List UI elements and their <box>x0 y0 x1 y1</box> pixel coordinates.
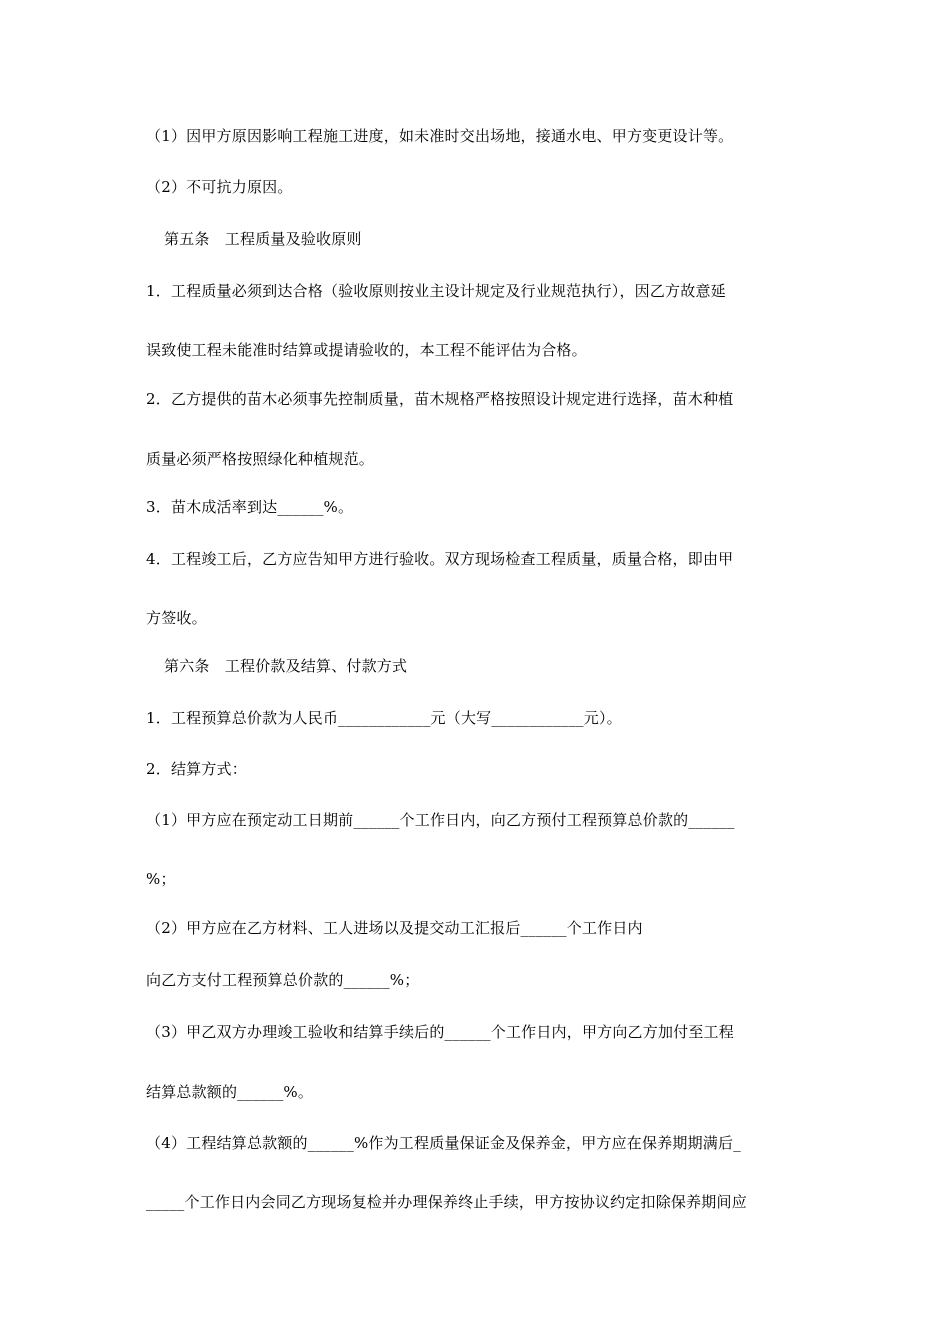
article-5-heading: 第五条 工程质量及验收原则 <box>164 230 362 248</box>
settlement-item-3-line-2: 结算总款额的______%。 <box>146 1083 314 1101</box>
settlement-item-4-line-1: （4）工程结算总款额的______%作为工程质量保证金及保养金，甲方应在保养期期满后_ <box>146 1134 741 1152</box>
settlement-item-2-line-1: （2）甲方应在乙方材料、工人进场以及提交动工汇报后______个工作日内 <box>146 919 643 937</box>
article-5-item-4-line-2: 方签收。 <box>146 609 207 627</box>
clause-4-item-1: （1）因甲方原因影响工程施工进度，如未准时交出场地，接通水电、甲方变更设计等。 <box>146 127 734 145</box>
article-5-item-3: 3．苗木成活率到达______%。 <box>146 498 354 516</box>
article-5-item-1-line-2: 误致使工程未能准时结算或提请验收的，本工程不能评估为合格。 <box>146 341 587 359</box>
clause-4-item-2: （2）不可抗力原因。 <box>146 178 293 196</box>
article-5-item-4-line-1: 4．工程竣工后，乙方应告知甲方进行验收。双方现场检查工程质量，质量合格，即由甲 <box>146 550 734 568</box>
settlement-item-4-line-2: _____个工作日内会同乙方现场复检并办理保养终止手续，甲方按协议约定扣除保养期间应 <box>146 1193 747 1211</box>
settlement-item-2-line-2: 向乙方支付工程预算总价款的______%； <box>146 971 420 989</box>
article-5-item-2-line-1: 2．乙方提供的苗木必须事先控制质量，苗木规格严格按照设计规定进行选择，苗木种植 <box>146 390 734 408</box>
article-6-item-2: 2．结算方式： <box>146 760 247 778</box>
article-6-item-1: 1．工程预算总价款为人民币____________元（大写____________元）。 <box>146 709 622 727</box>
article-5-item-1-line-1: 1．工程质量必须到达合格（验收原则按业主设计规定及行业规范执行），因乙方故意延 <box>146 282 726 300</box>
settlement-item-1-line-1: （1）甲方应在预定动工日期前______个工作日内，向乙方预付工程预算总价款的______ <box>146 811 735 829</box>
settlement-item-1-line-2: %； <box>146 870 176 888</box>
settlement-item-3-line-1: （3）甲乙双方办理竣工验收和结算手续后的______个工作日内，甲方向乙方加付至工程 <box>146 1023 734 1041</box>
article-6-heading: 第六条 工程价款及结算、付款方式 <box>164 657 408 675</box>
article-5-item-2-line-2: 质量必须严格按照绿化种植规范。 <box>146 450 375 468</box>
